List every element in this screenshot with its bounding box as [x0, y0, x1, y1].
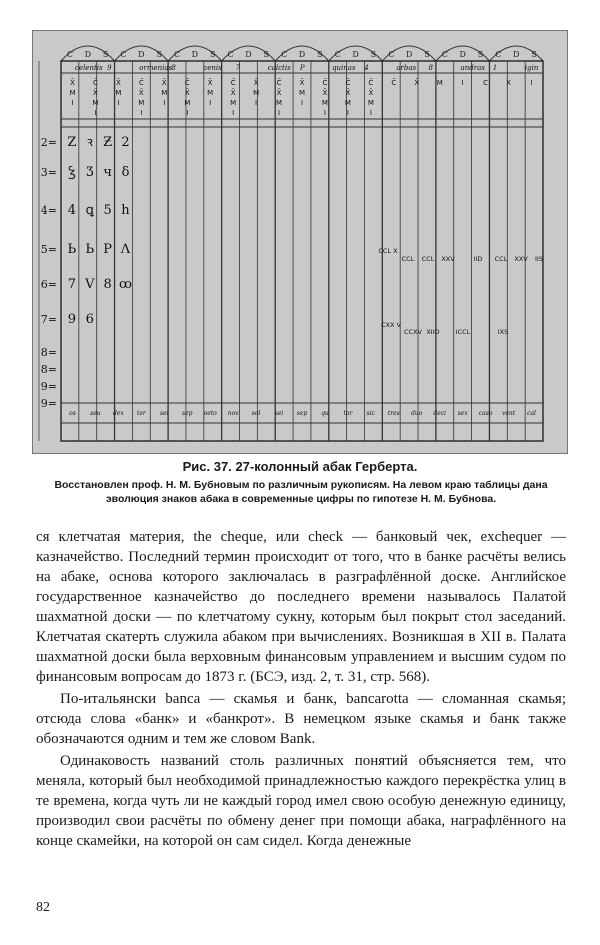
column-header: calctis: [267, 64, 291, 72]
column-header: P: [299, 64, 305, 72]
column-label: I: [140, 109, 143, 117]
arch-letter: D: [513, 50, 520, 59]
column-header: igin: [524, 64, 539, 72]
column-label: M: [321, 99, 328, 107]
column-label: X̄: [93, 89, 98, 97]
column-label: X̄: [70, 79, 75, 87]
column-label: X̄: [414, 79, 420, 87]
paragraph: ся клетчатая материя, the cheque, или check — банковый чек, exchequer — казначейство. Последний термин происходит от того, что в банке расчёты велись на абаке, основа которого заключалась в разграфлённой доске. Английское государственное казначейство до последнего времени называлось Палатой шахматной доски — по клетчатому сукну, которым был покрыт стол заседаний. Клетчатая скатерть служила абаком при вычислениях. Возникшая в XII в. Палата шахматной доски была верховным финансовым управлением и высшим судом по финансовым вопросам до 1873 г. (БСЭ, изд. 2, т. 31, стр. 568).: [36, 529, 566, 685]
arch-letter: S: [531, 50, 537, 59]
bottom-label: sep: [296, 410, 308, 417]
bottom-label: os: [69, 410, 76, 417]
abacus-glyph: P: [103, 242, 113, 257]
bottom-label: sex: [457, 410, 468, 417]
apex-label: IID: [473, 255, 483, 263]
row-label: 9=: [40, 397, 57, 410]
bottom-label: vent: [501, 410, 516, 417]
apex-label: IIS: [535, 255, 543, 263]
arch-letter: S: [317, 50, 323, 59]
bottom-label: oeto: [203, 410, 217, 417]
abacus-glyph: Z: [67, 135, 77, 150]
arch-letter: D: [245, 50, 252, 59]
column-header: zenis: [203, 64, 222, 72]
arch-letter: C: [441, 50, 448, 59]
bottom-label: sic: [366, 410, 376, 417]
apex-label: IXS: [497, 328, 509, 336]
arch-letter: S: [102, 50, 109, 59]
column-label: C̄: [322, 79, 328, 87]
arch-letter: D: [405, 50, 413, 59]
abacus-table: [33, 31, 567, 453]
column-label: M: [276, 99, 283, 107]
column-label: C̄: [276, 79, 282, 87]
bottom-label: caso: [478, 410, 493, 417]
abacus-glyph: ꝏ: [118, 277, 132, 292]
bottom-label: tres: [387, 410, 400, 417]
arch-letter: C: [120, 50, 127, 59]
column-label: X̄: [138, 89, 144, 97]
column-label: M: [92, 99, 99, 107]
apex-label: CCL: [421, 255, 435, 263]
column-label: I: [369, 109, 372, 117]
apex-label: CCXV: [404, 328, 422, 336]
apex-label: CCL: [494, 255, 508, 263]
arch-letter: C: [66, 50, 73, 59]
arch-letter: S: [263, 50, 270, 59]
arch-letter: D: [459, 50, 466, 59]
column-header: 7: [235, 64, 241, 72]
abacus-glyph: Λ: [120, 242, 131, 257]
column-label: I: [117, 99, 120, 107]
column-label: C̄: [184, 79, 190, 87]
column-label: M: [344, 99, 351, 107]
column-label: C: [483, 79, 489, 87]
column-label: C̄: [138, 79, 144, 87]
bottom-label: ter: [136, 410, 146, 417]
bottom-label: seu: [90, 410, 101, 417]
column-label: I: [300, 99, 304, 107]
arch-letter: C: [173, 50, 181, 59]
column-label: C̄: [92, 79, 98, 87]
abacus-glyph: Ь: [67, 242, 77, 257]
column-label: C̄: [345, 79, 351, 87]
column-header: ormenias: [139, 64, 173, 72]
column-header: 8: [171, 64, 176, 72]
column-header: celentis: [75, 64, 103, 72]
column-label: M: [69, 89, 76, 97]
arch-letter: C: [334, 50, 341, 59]
row-label: 7=: [40, 313, 57, 326]
column-label: X̄: [253, 79, 259, 87]
column-header: 8: [428, 64, 433, 72]
column-label: I: [346, 109, 349, 117]
column-label: M: [138, 99, 145, 107]
apex-label: XIID: [426, 328, 440, 336]
body-text: [36, 527, 566, 851]
row-label: 2=: [40, 136, 57, 149]
column-label: I: [255, 99, 258, 107]
figure-caption-subtitle: Восстановлен проф. Н. М. Бубновым по различным рукописям. На левом краю таблицы дана эволюция знаков абака в современные цифры по гипотезе Н. М. Бубнова.: [54, 479, 548, 505]
column-label: I: [163, 99, 166, 107]
row-label: 3=: [40, 166, 57, 179]
paragraph: Одинаковость названий столь различных понятий объясняется тем, что меняла, который был необходимой принадлежностью каждого перекрёстка улиц в те времена, когда чуть ли не каждый город имел свою особую денежную единицу, производил свои расчёты по обмену денег при помощи абака, награфлённого на конце скамейки, на которой он сам сидел. Когда денежные: [36, 753, 566, 849]
arch-letter: D: [352, 50, 359, 59]
arch-letter: S: [370, 50, 377, 59]
arch-letter: S: [209, 50, 216, 59]
abacus-glyph: 7: [67, 277, 77, 292]
table-frame: [61, 61, 543, 441]
abacus-glyph: Ʒ: [86, 165, 94, 180]
bottom-label: deci: [433, 410, 447, 417]
apex-label: ICCL: [455, 328, 471, 336]
row-label: 4=: [40, 204, 57, 217]
column-label: X̄: [230, 89, 236, 97]
arch-letter: D: [84, 50, 91, 59]
column-label: X: [506, 79, 511, 87]
column-label: C̄: [368, 79, 374, 87]
column-label: I: [209, 99, 212, 107]
abacus-glyph: 2: [121, 135, 130, 150]
column-label: M: [115, 89, 122, 97]
column-label: X̄: [207, 79, 213, 87]
abacus-glyph: 6: [85, 312, 94, 327]
column-header: quinas: [332, 64, 356, 72]
abacus-glyph: 5: [103, 203, 112, 218]
apex-label: CXX V: [381, 321, 401, 329]
column-label: M: [253, 89, 260, 97]
column-label: M: [184, 99, 191, 107]
column-header: arbas: [396, 64, 417, 72]
row-label: 9=: [40, 380, 57, 393]
abacus-glyph: Ь: [85, 242, 95, 257]
column-label: M: [161, 89, 168, 97]
figure-caption-title: Рис. 37. 27-колонный абак Герберта.: [182, 459, 418, 474]
column-label: X̄: [115, 79, 121, 87]
abacus-glyph: h: [121, 203, 130, 218]
column-label: I: [186, 109, 189, 117]
abacus-glyph: Ꝣ: [68, 165, 76, 180]
column-label: X̄: [184, 89, 190, 97]
apex-label: XXV: [441, 255, 455, 263]
column-label: I: [278, 109, 281, 117]
abacus-figure: [32, 30, 568, 454]
arch-letter: C: [281, 50, 288, 59]
bottom-label: sei: [274, 410, 284, 417]
column-label: M: [230, 99, 237, 107]
column-label: X̄: [161, 79, 167, 87]
bottom-label: sep: [181, 410, 193, 417]
column-header: 9: [107, 64, 112, 72]
apex-label: XXV: [514, 255, 528, 263]
page-number: 82: [36, 900, 50, 915]
column-label: X̄: [322, 89, 328, 97]
column-label: M: [367, 99, 374, 107]
arch-letter: C: [495, 50, 502, 59]
column-label: I: [71, 99, 74, 107]
bottom-label: dex: [112, 410, 124, 417]
column-label: X̄: [345, 89, 351, 97]
column-header: 4: [364, 64, 369, 72]
column-label: C̄: [391, 79, 397, 87]
abacus-glyph: 4: [67, 203, 77, 218]
abacus-glyph: ꝛ: [86, 135, 93, 150]
arch-letter: S: [424, 50, 430, 59]
column-label: I: [323, 109, 326, 117]
abacus-glyph: ч: [103, 165, 112, 180]
apex-label: CCL X: [378, 247, 398, 255]
column-label: X̄: [276, 89, 282, 97]
bottom-label: qu: [321, 410, 329, 417]
column-label: X̄: [299, 79, 305, 87]
abacus-glyph: 9: [67, 312, 77, 327]
bottom-label: sei: [160, 410, 169, 417]
bottom-label: tar: [343, 410, 353, 417]
bottom-label: sol: [251, 410, 261, 417]
arch-letter: S: [156, 50, 162, 59]
column-label: I: [461, 79, 464, 87]
row-label: 8=: [40, 346, 57, 359]
column-label: I: [94, 109, 97, 117]
abacus-glyph: V: [85, 277, 95, 292]
row-label: 5=: [40, 243, 57, 256]
arch-letter: S: [477, 50, 484, 59]
column-label: M: [207, 89, 214, 97]
arch-letter: C: [227, 50, 234, 59]
column-label: I: [530, 79, 533, 87]
abacus-glyph: Ƶ: [103, 135, 113, 150]
paragraph: По-итальянски banca — скамья и банк, bancarotta — сломанная скамья; отсюда слова «банк» и «банкрот». В немецком языке скамья и банк также обозначаются одним и тем же словом Bank.: [36, 691, 566, 747]
arch-letter: C: [388, 50, 395, 59]
abacus-glyph: δ: [121, 165, 130, 180]
bottom-label: nov: [227, 410, 239, 417]
bottom-label: duo: [411, 410, 423, 417]
column-label: M: [298, 89, 306, 97]
abacus-glyph: 8: [103, 277, 112, 292]
column-label: I: [232, 109, 235, 117]
apex-label: CCL: [401, 255, 415, 263]
column-label: X̄: [368, 89, 374, 97]
arch-letter: D: [191, 50, 199, 59]
bottom-label: cal: [527, 410, 536, 417]
row-label: 6=: [40, 278, 57, 291]
abacus-glyph: ꝗ: [85, 203, 94, 218]
arch-letter: D: [298, 50, 306, 59]
arch-letter: D: [138, 50, 145, 59]
column-label: C̄: [230, 79, 236, 87]
row-label: 8=: [40, 363, 57, 376]
column-label: M: [436, 79, 443, 87]
column-header: 1: [492, 64, 498, 72]
column-header: andras: [460, 64, 485, 72]
